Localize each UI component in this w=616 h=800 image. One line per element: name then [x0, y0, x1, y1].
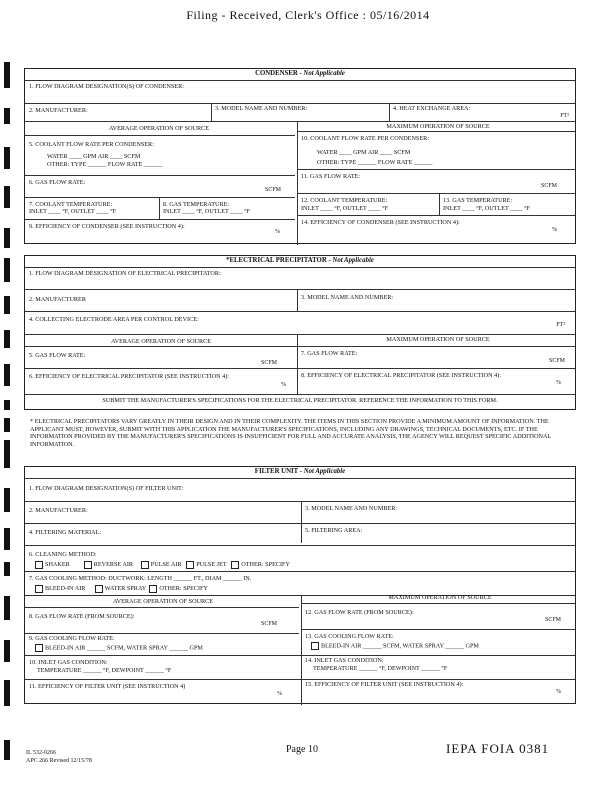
gas-temp-inlet-outlet-max[interactable]: INLET ____ °F, OUTLET ____ °F — [443, 205, 531, 212]
filter-cooling-flow-max[interactable]: 13. GAS COOLING FLOW RATE: — [305, 633, 394, 640]
unit-label: % — [281, 382, 286, 388]
page-number: Page 10 — [286, 744, 318, 755]
precipitator-section — [24, 255, 576, 410]
reverse-air-checkbox[interactable]: REVERSE AIR — [84, 561, 133, 568]
filter-flow-diagram-field[interactable]: 1. FLOW DIAGRAM DESIGNATION(S) OF FILTER UNIT: — [29, 485, 184, 492]
condenser-manufacturer-field[interactable]: 2. MANUFACTURER: — [29, 107, 88, 114]
margin-mark — [4, 400, 10, 410]
precip-gas-flow-avg[interactable]: 5. GAS FLOW RATE: — [29, 352, 86, 359]
coolant-water-air-max[interactable]: WATER ____ GPM AIR ____ SCFM — [317, 149, 411, 156]
filter-manufacturer-field[interactable]: 2. MANUFACTURER: — [29, 507, 88, 514]
max-operation-heading: MAXIMUM OPERATION OF SOURCE — [388, 594, 492, 601]
filter-inlet-gas-avg-values[interactable]: TEMPERATURE ______ °F, DEWPOINT ______ °F — [37, 667, 172, 674]
precip-efficiency-avg[interactable]: 6. EFFICIENCY OF ELECTRICAL PRECIPITATOR (SEE INSTRUCTION 4): — [29, 373, 230, 380]
filter-area-field[interactable]: 5. FILTERING AREA: — [305, 527, 363, 534]
avg-operation-heading: AVERAGE OPERATION OF SOURCE — [112, 598, 214, 605]
unit-label: SCFM — [540, 183, 557, 189]
cooling-options — [35, 585, 208, 593]
form-code: IL 532-0266 — [26, 750, 56, 756]
unit-label: % — [552, 227, 557, 233]
margin-mark — [4, 258, 10, 282]
filter-section — [24, 466, 576, 704]
unit-label: SCFM — [261, 360, 278, 366]
foia-stamp: IEPA FOIA 0381 — [446, 741, 550, 756]
margin-mark — [4, 296, 10, 314]
condenser-gas-temp-max[interactable]: 13. GAS TEMPERATURE: — [443, 197, 513, 204]
margin-mark — [4, 186, 10, 208]
filter-cooling-flow-avg[interactable]: 9. GAS COOLING FLOW RATE: — [29, 635, 115, 642]
filter-inlet-gas-max-values[interactable]: TEMPERATURE ______ °F, DEWPOINT ______ °F — [313, 665, 448, 672]
unit-label: % — [277, 691, 282, 697]
other-cleaning-checkbox[interactable]: OTHER: SPECIFY — [231, 561, 290, 568]
margin-mark — [4, 108, 10, 124]
filter-gas-flow-avg[interactable]: 8. GAS FLOW RATE (FROM SOURCE): — [29, 613, 135, 620]
coolant-temp-inlet-outlet-avg[interactable]: INLET ____ °F, OUTLET ____ °F — [29, 208, 117, 215]
pulse-air-checkbox[interactable]: PULSE AIR — [141, 561, 182, 568]
filter-inlet-gas-max[interactable]: 14. INLET GAS CONDITION: — [305, 657, 384, 664]
condenser-model-field[interactable]: 3. MODEL NAME AND NUMBER: — [215, 105, 308, 112]
condenser-flow-diagram-field[interactable]: 1. FLOW DIAGRAM DESIGNATION(S) OF CONDENSER: — [29, 83, 184, 90]
margin-mark — [4, 330, 10, 348]
filter-title: FILTER UNIT - Not Applicable — [254, 468, 346, 475]
margin-mark — [4, 418, 10, 432]
condenser-coolant-flow-avg[interactable]: 5. COOLANT FLOW RATE PER CONDENSER: — [29, 141, 154, 148]
gas-cooling-method-field[interactable]: 7. GAS COOLING METHOD: DUCTWORK: LENGTH ______ FT., DIAM ______ IN. — [29, 575, 252, 582]
margin-mark — [4, 740, 10, 760]
margin-mark — [4, 62, 10, 88]
unit-label: % — [275, 229, 280, 235]
margin-mark — [4, 528, 10, 550]
filter-efficiency-avg[interactable]: 11. EFFICIENCY OF FILTER UNIT (SEE INSTRUCTION 4) — [29, 683, 186, 690]
bleed-in-air-checkbox[interactable]: BLEED-IN AIR — [35, 585, 85, 592]
filter-inlet-gas-avg[interactable]: 10. INLET GAS CONDITION: — [29, 659, 108, 666]
filter-model-field[interactable]: 3. MODEL NAME AND NUMBER: — [305, 505, 398, 512]
margin-mark — [4, 562, 10, 576]
condenser-section — [24, 68, 576, 244]
pulse-jet-checkbox[interactable]: PULSE JET — [186, 561, 226, 568]
condenser-coolant-flow-max[interactable]: 10. COOLANT FLOW RATE PER CONDENSER: — [301, 135, 429, 142]
filter-cooling-flow-avg-values[interactable]: BLEED-IN AIR ______ SCFM, WATER SPRAY ______ GPM — [35, 644, 203, 652]
coolant-water-air-avg[interactable]: WATER ____ GPM AIR ____ SCFM — [47, 153, 141, 160]
coolant-other-max[interactable]: OTHER: TYPE ______ FLOW RATE ______ — [317, 159, 433, 166]
cleaning-method-label: 6. CLEANING METHOD: — [29, 551, 97, 558]
max-operation-heading: MAXIMUM OPERATION OF SOURCE — [386, 123, 490, 130]
max-operation-heading: MAXIMUM OPERATION OF SOURCE — [386, 336, 490, 343]
precipitator-footnote: * ELECTRICAL PRECIPITATORS VARY GREATLY IN THEIR DESIGN AND IN THEIR COMPLEXITY. THE ITEMS IN THIS SECTION PROVIDE A MINIMUM AMOUNT OF INFORMATION. THE APPLICANT MUST, HOWEVER, SUBMIT WITH THIS APPLICATION THE MANUFACTURER'S SPECIFICATIONS, INCLUDING ANY DRAWINGS, TECHNICAL DOCUMENTS, ETC. IF THE INFORMATION PROVIDED BY THE MANUFACTURER'S SPECIFICATIONS IS INSUFFICIENT FOR FULL AND ACCURATE ANALYSIS, THE AGENCY WILL REQUEST SPECIFIC ADDITIONAL INFORMATION. — [30, 418, 552, 448]
condenser-gas-temp-avg[interactable]: 8. GAS TEMPERATURE: — [163, 201, 230, 208]
avg-operation-heading: AVERAGE OPERATION OF SOURCE — [110, 338, 212, 345]
coolant-temp-inlet-outlet-max[interactable]: INLET ____ °F, OUTLET ____ °F — [301, 205, 389, 212]
filing-header: Filing - Received, Clerk's Office : 05/16/2014 — [186, 8, 430, 22]
condenser-title: CONDENSER - Not Applicable — [255, 70, 345, 77]
gas-temp-inlet-outlet-avg[interactable]: INLET ____ °F, OUTLET ____ °F — [163, 208, 251, 215]
unit-label: SCFM — [261, 621, 278, 627]
coolant-other-avg[interactable]: OTHER: TYPE ______ FLOW RATE ______ — [47, 161, 163, 168]
unit-label: FT² — [556, 322, 565, 328]
unit-label: SCFM — [544, 617, 561, 623]
condenser-coolant-temp-max[interactable]: 12. COOLANT TEMPERATURE: — [301, 197, 388, 204]
precip-gas-flow-max[interactable]: 7. GAS FLOW RATE: — [301, 350, 358, 357]
precip-manufacturer-field[interactable]: 2. MANUFACTURER — [29, 296, 86, 303]
margin-mark — [4, 596, 10, 620]
condenser-efficiency-max[interactable]: 14. EFFICIENCY OF CONDENSER (SEE INSTRUCTION 4): — [301, 219, 460, 226]
margin-mark — [4, 640, 10, 662]
avg-operation-heading: AVERAGE OPERATION OF SOURCE — [108, 125, 210, 132]
filter-efficiency-max[interactable]: 15. EFFICIENCY OF FILTER UNIT (SEE INSTRUCTION 4): — [305, 681, 464, 688]
unit-label: % — [556, 380, 561, 386]
cleaning-options — [35, 561, 290, 569]
precipitator-title: *ELECTRICAL PRECIPITATOR - Not Applicable — [226, 257, 374, 264]
margin-mark — [4, 228, 10, 248]
margin-mark — [4, 147, 10, 169]
precip-electrode-area-field[interactable]: 4. COLLECTING ELECTRODE AREA PER CONTROL DEVICE: — [29, 316, 199, 323]
margin-mark — [4, 680, 10, 706]
submit-specifications-note: SUBMIT THE MANUFACTURER'S SPECIFICATIONS FOR THE ELECTRICAL PRECIPITATOR. REFERENCE THE INFORMATION TO THIS FORM. — [102, 397, 498, 404]
unit-label: FT² — [560, 113, 569, 119]
margin-mark — [4, 364, 10, 386]
precip-efficiency-max[interactable]: 8. EFFICIENCY OF ELECTRICAL PRECIPITATOR (SEE INSTRUCTION 4): — [301, 372, 502, 379]
water-spray-checkbox[interactable]: WATER SPRAY — [95, 585, 147, 592]
filter-material-field[interactable]: 4. FILTERING MATERIAL: — [29, 529, 102, 536]
shaker-checkbox[interactable]: SHAKER — [35, 561, 70, 568]
condenser-coolant-temp-avg[interactable]: 7. COOLANT TEMPERATURE: — [29, 201, 113, 208]
precip-flow-diagram-field[interactable]: 1. FLOW DIAGRAM DESIGNATION OF ELECTRICAL PRECIPITATOR: — [29, 270, 221, 277]
condenser-efficiency-avg[interactable]: 9. EFFICIENCY OF CONDENSER (SEE INSTRUCTION 4): — [29, 223, 185, 230]
precip-model-field[interactable]: 3. MODEL NAME AND NUMBER: — [301, 294, 394, 301]
margin-mark — [4, 488, 10, 512]
other-cooling-checkbox[interactable]: OTHER: SPECIFY — [149, 585, 208, 592]
filter-cooling-flow-max-values[interactable]: BLEED-IN AIR ______ SCFM, WATER SPRAY ______ GPM — [311, 642, 479, 650]
form-revision: APC 266 Revised 12/15/78 — [26, 758, 92, 764]
margin-mark — [4, 440, 10, 468]
filter-gas-flow-max[interactable]: 12. GAS FLOW RATE (FROM SOURCE): — [305, 609, 414, 616]
unit-label: SCFM — [265, 187, 282, 193]
unit-label: % — [556, 689, 561, 695]
condenser-gas-flow-max[interactable]: 11. GAS FLOW RATE: — [301, 173, 361, 180]
unit-label: SCFM — [548, 358, 565, 364]
condenser-heat-exchange-field[interactable]: 4. HEAT EXCHANGE AREA: — [393, 105, 471, 112]
condenser-gas-flow-avg[interactable]: 6. GAS FLOW RATE: — [29, 179, 86, 186]
